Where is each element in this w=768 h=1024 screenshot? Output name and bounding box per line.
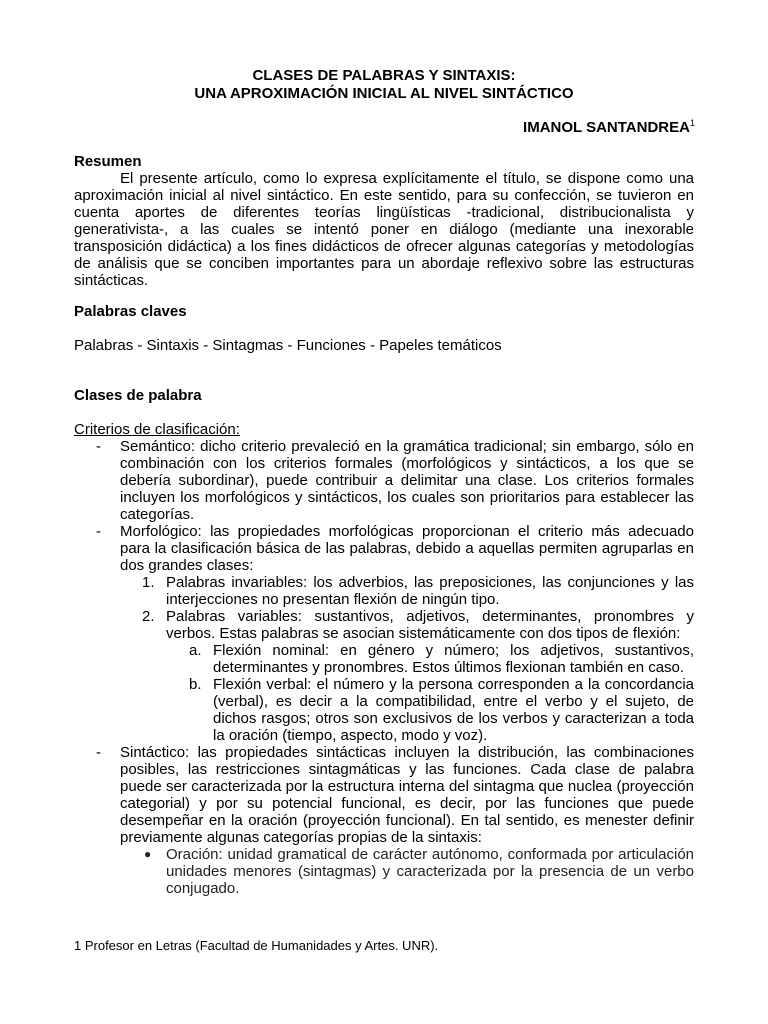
number-marker: 1.: [142, 574, 155, 591]
syntactic-text: Sintáctico: las propiedades sintácticas incluyen la distribución, las combinaciones posibles, las restricciones sintagmáticas y las funciones. Cada clase de palabra puede ser caracterizada por la estructura interna del sintagma que nuclea (proyección categorial) y por su potencial funcional, es decir, por las funciones que puede desempeñar en la oración (proyección funcional). En tal sentido, es menester definir previamente algunas categorías propias de la sintaxis:: [120, 744, 694, 846]
verbal-flexion-text: Flexión verbal: el número y la persona corresponden a la concordancia (verbal), es decir a la compatibilidad, entre el verbo y el sujeto, de dichos rasgos; otros son exclusivos de los verbos y caracterizan a toda la oración (tiempo, aspecto, modo y voz).: [213, 676, 694, 744]
bullet-marker: ●: [144, 847, 152, 861]
keywords-heading-text: Palabras claves: [74, 303, 187, 320]
footnote-reference: 1: [689, 118, 695, 128]
number-marker: 2.: [142, 608, 155, 625]
variable-text: Palabras variables: sustantivos, adjetivos, determinantes, pronombres y verbos. Estas palabras se asocian sistemáticamente con dos tipos de flexión:: [166, 608, 694, 642]
criteria-heading: Criterios de clasificación:: [74, 421, 240, 438]
list-item-nominal-flexion: [74, 642, 694, 676]
list-item-syntactic: [74, 744, 694, 846]
footnote: 1 Profesor en Letras (Facultad de Humanidades y Artes. UNR).: [74, 938, 439, 953]
keywords-text: Palabras - Sintaxis - Sintagmas - Funciones - Papeles temáticos: [74, 337, 502, 354]
section-heading-text: Clases de palabra: [74, 387, 202, 404]
list-item-verbal-flexion: [74, 676, 694, 744]
title-line-2: UNA APROXIMACIÓN INICIAL AL NIVEL SINTÁCTICO: [194, 85, 574, 102]
abstract-text: El presente artículo, como lo expresa explícitamente el título, se dispone como una aproximación inicial al nivel sintáctico. En este sentido, para su confección, se tuvieron en cuenta aportes de diferentes teorías lingüísticas -tradicional, distribucionalista y generativista-, a las cuales se intentó poner en diálogo (mediante una inexorable transposición didáctica) a los fines didácticos de ofrecer algunas categorías y metodologías de análisis que se conciben importantes para un abordaje reflexivo sobre las estructuras sintácticas.: [74, 170, 694, 289]
letter-marker: a.: [189, 642, 202, 659]
abstract-section: [74, 153, 694, 289]
author-name: IMANOL SANTANDREA: [523, 119, 690, 136]
author: [523, 118, 695, 136]
list-item-morphological: [74, 523, 694, 574]
list-item-invariable: [74, 574, 694, 608]
list-item-variable: [74, 608, 694, 642]
abstract-heading: Resumen: [74, 153, 142, 170]
invariable-text: Palabras invariables: los adverbios, las preposiciones, las conjunciones y las interjecciones no presentan flexión de ningún tipo.: [166, 574, 694, 608]
dash-marker: -: [96, 438, 101, 455]
dash-marker: -: [96, 523, 101, 540]
list-item-semantic: [74, 438, 694, 523]
sentence-definition-text: Oración: unidad gramatical de carácter autónomo, conformada por articulación unidades menores (sintagmas) y caracterizada por la presencia de un verbo conjugado.: [166, 846, 694, 897]
keywords-heading: [74, 303, 694, 320]
title-line-1: CLASES DE PALABRAS Y SINTAXIS:: [252, 67, 516, 84]
nominal-flexion-text: Flexión nominal: en género y número; los adjetivos, sustantivos, determinantes y pronombres. Estos últimos flexionan también en caso.: [213, 642, 694, 676]
section-heading: [74, 387, 694, 404]
letter-marker: b.: [189, 676, 202, 693]
criteria-section: [74, 421, 694, 897]
list-item-sentence: [74, 846, 694, 897]
morphological-text: Morfológico: las propiedades morfológicas proporcionan el criterio más adecuado para la clasificación básica de las palabras, debido a aquellas permiten agruparlas en dos grandes clases:: [120, 523, 694, 574]
semantic-text: Semántico: dicho criterio prevaleció en la gramática tradicional; sin embargo, sólo en combinación con los criterios formales (morfológicos y sintácticos, a los que se debería subordinar), puede contribuir a delimitar una clase. Los criterios formales incluyen los morfológicos y sintácticos, los cuales son prioritarios para establecer las categorías.: [120, 438, 694, 523]
dash-marker: -: [96, 744, 101, 761]
